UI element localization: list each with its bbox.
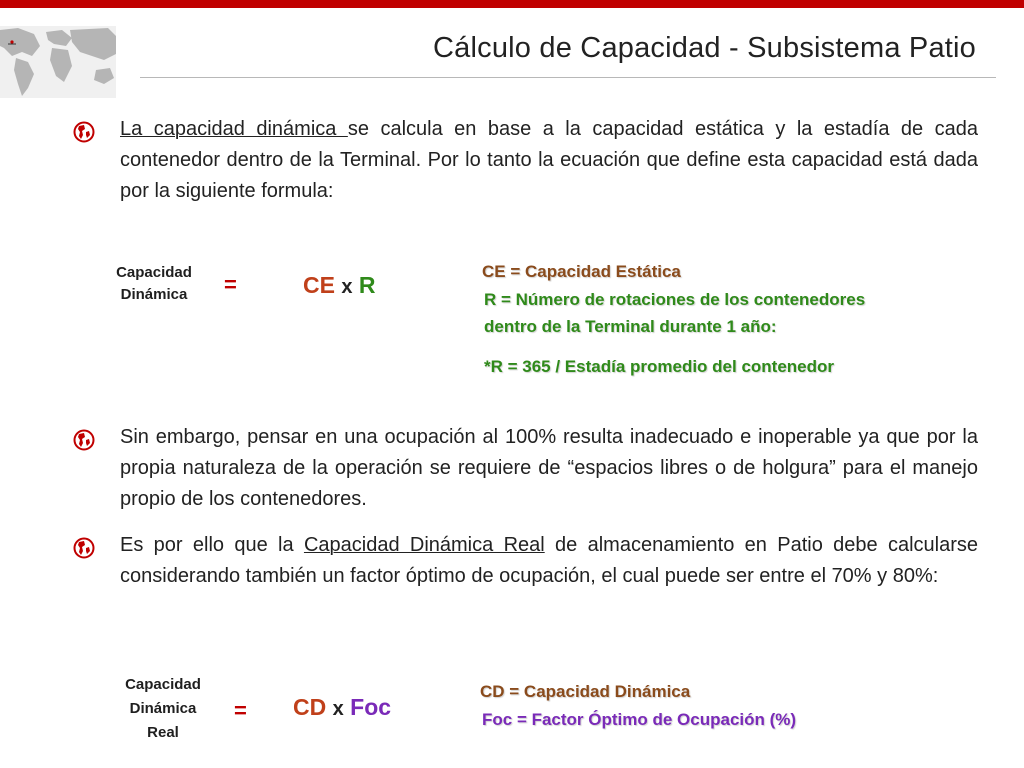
top-accent-bar xyxy=(0,0,1024,8)
world-map-icon xyxy=(0,26,116,98)
paragraph-dynamic-capacity xyxy=(120,114,978,207)
equals-sign: = xyxy=(224,272,237,297)
underlined-term: La capacidad dinámica xyxy=(120,118,348,140)
globe-bullet-icon xyxy=(72,536,96,560)
equals-sign: = xyxy=(234,698,247,723)
formula-label: Capacidad Dinámica Real xyxy=(125,676,201,741)
formula-label: Capacidad Dinámica xyxy=(116,264,192,303)
paragraph-text: se calcula en base a la capacidad estática y la estadía de cada contenedor dentro de la Terminal. Por lo tanto la ecuación que define esta capacidad está dada por la siguiente formula: xyxy=(120,118,978,202)
globe-bullet-icon xyxy=(72,120,96,144)
paragraph-real-capacity: Es por ello que la Capacidad Dinámica Real de almacenamiento en Patio debe calcularse considerando también un factor óptimo de ocupación, el cual puede ser entre el 70% y 80%: xyxy=(120,534,978,587)
globe-bullet-icon xyxy=(72,428,96,452)
formula-expression: CE x R xyxy=(303,272,376,298)
definition-cd: CD = Capacidad Dinámica xyxy=(480,682,691,701)
definition-ce: CE = Capacidad Estática xyxy=(482,262,681,281)
paragraph-occupancy: Sin embargo, pensar en una ocupación al 100% resulta inadecuado e inoperable ya que por la propia naturaleza de la operación se requiere de “espacios libres o de holgura” para el manejo propio de los contenedores. xyxy=(120,426,978,510)
definition-r-formula: *R = 365 / Estadía promedio del contenedor xyxy=(484,357,835,376)
title-divider xyxy=(140,77,996,78)
page-title: Cálculo de Capacidad - Subsistema Patio xyxy=(433,32,976,64)
definition-r: R = Número de rotaciones de los contenedores dentro de la Terminal durante 1 año: xyxy=(484,290,866,336)
definition-foc: Foc = Factor Óptimo de Ocupación (%) xyxy=(482,710,797,729)
underlined-term: Capacidad Dinámica Real xyxy=(303,534,545,556)
formula-expression: CD x Foc xyxy=(293,694,392,720)
